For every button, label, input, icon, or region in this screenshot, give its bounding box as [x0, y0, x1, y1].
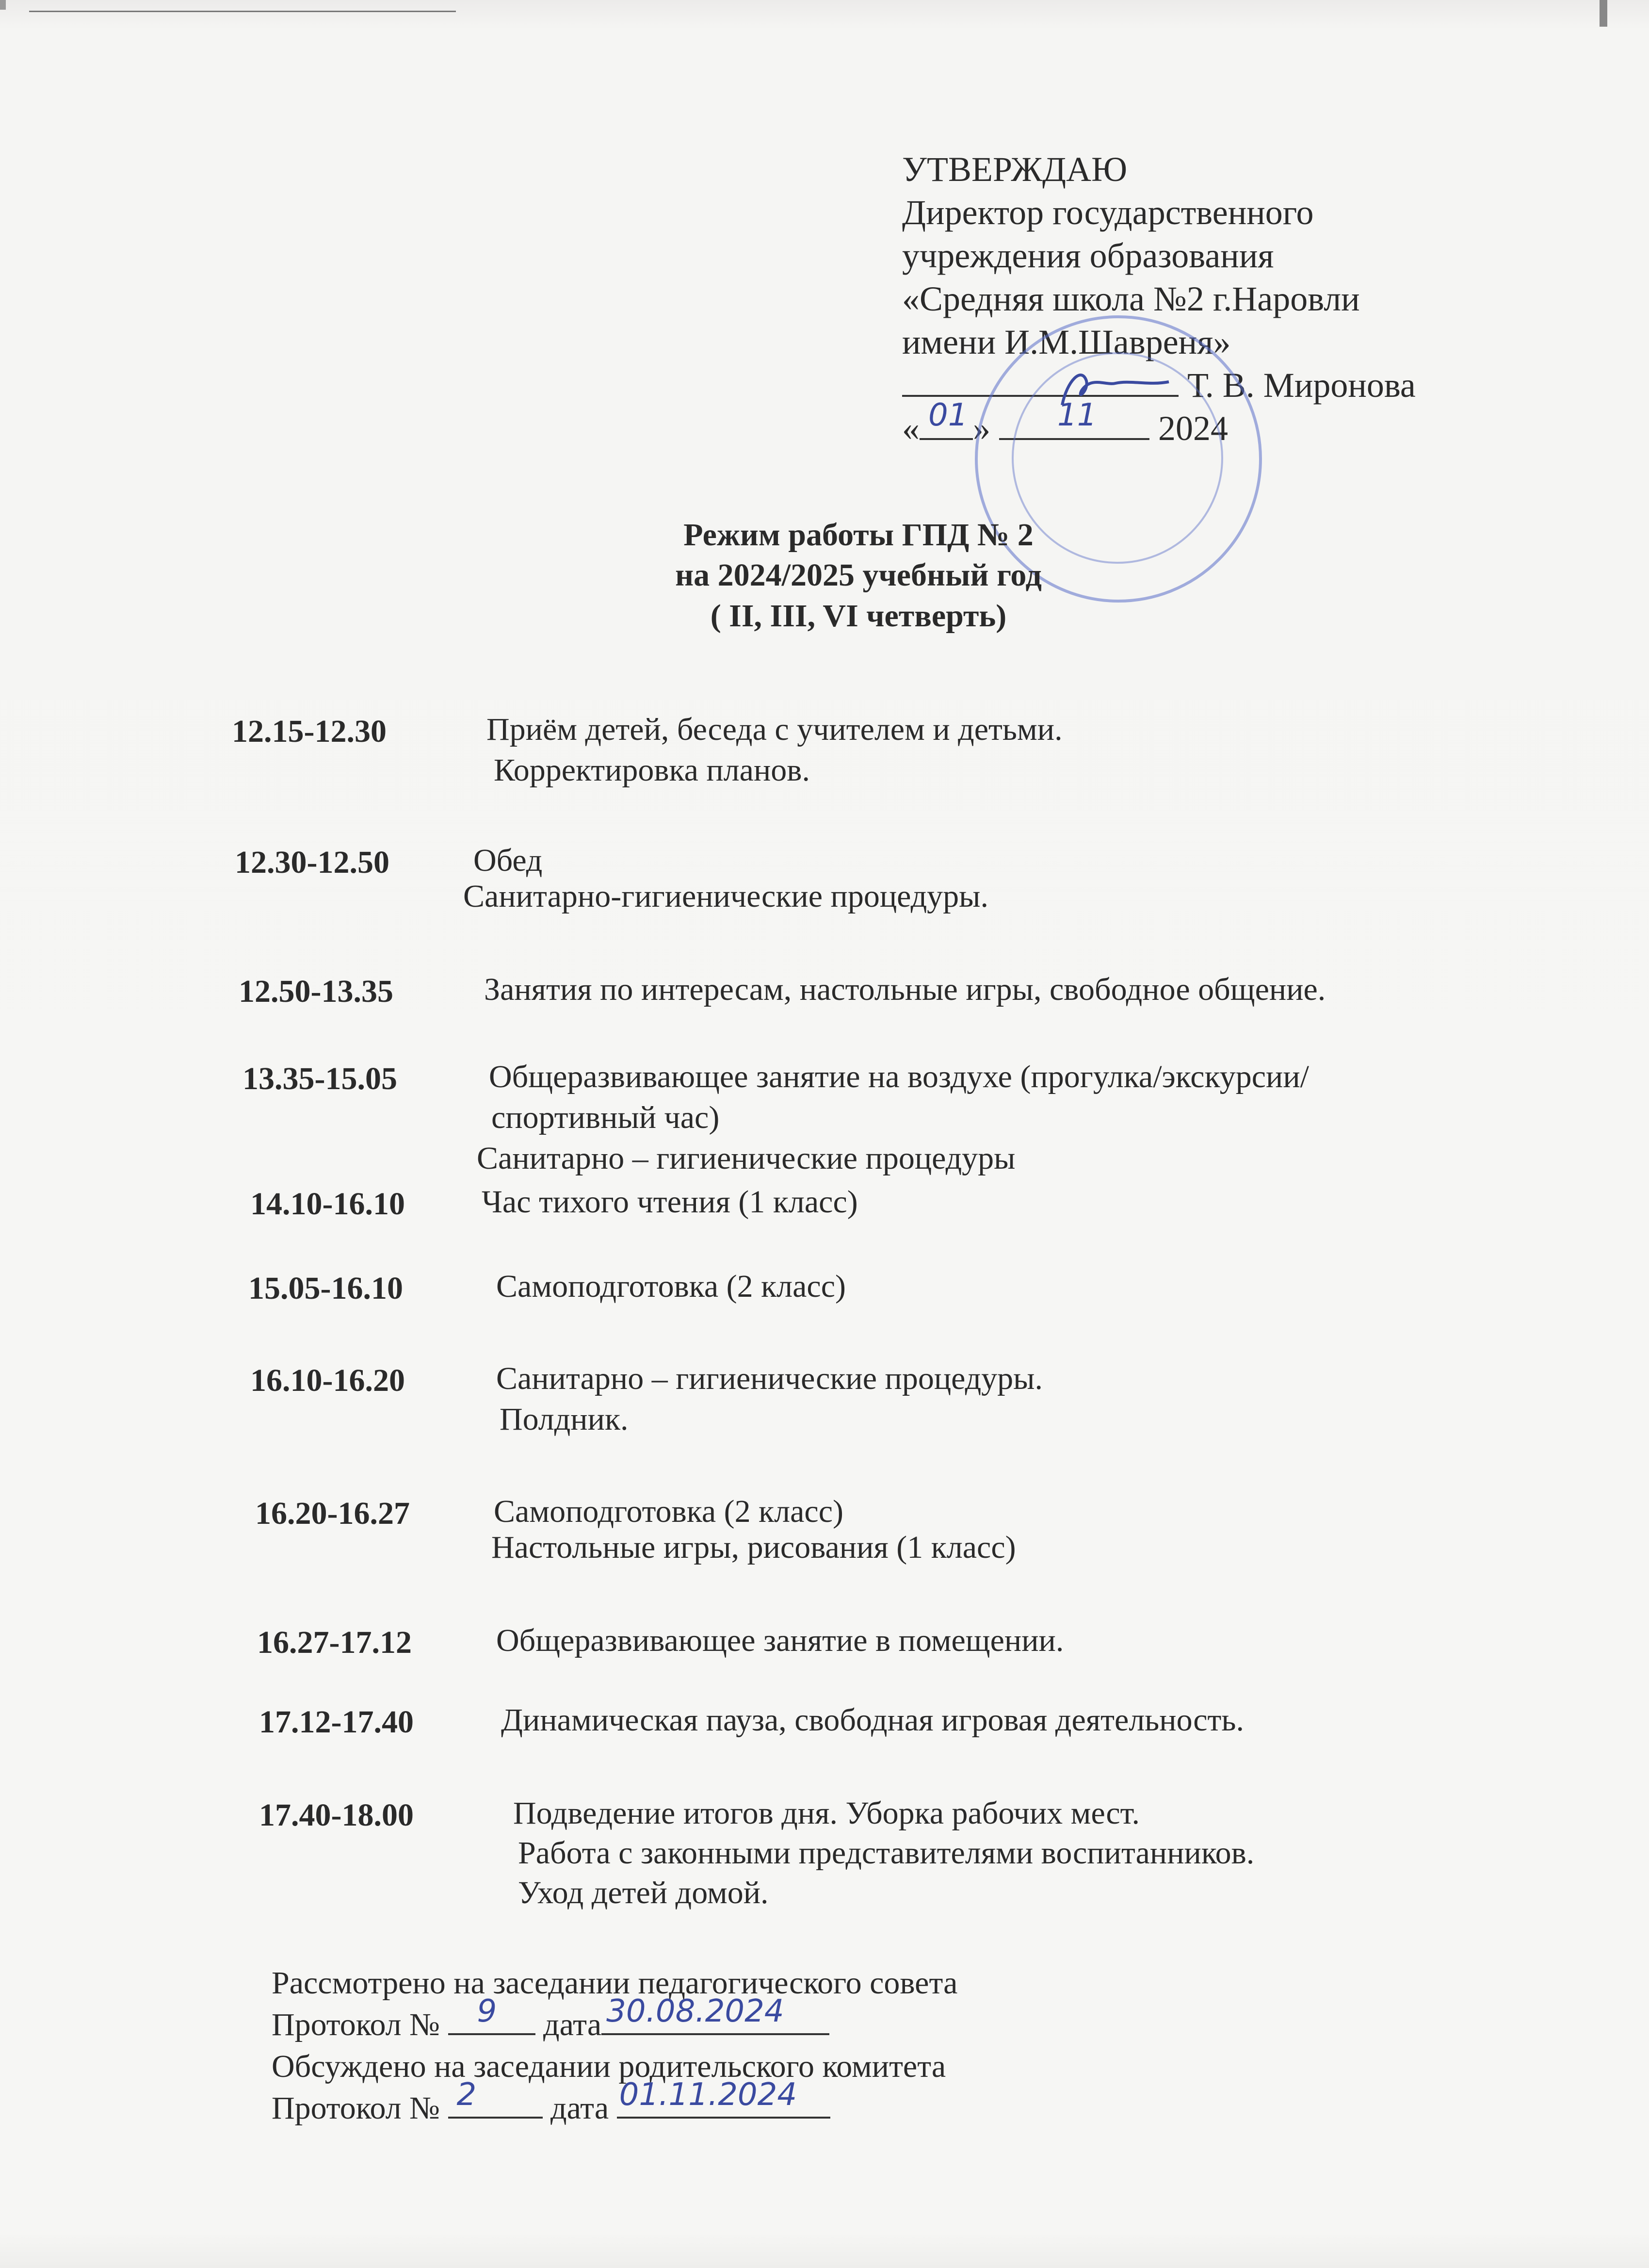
schedule-activity: Подведение итогов дня. Уборка рабочих мест.	[513, 1795, 1140, 1831]
document-title: Режим работы ГПД № 2	[683, 517, 1034, 553]
protocol-2-number-field	[448, 2077, 543, 2119]
approval-org-3: имени И.М.Шавреня»	[902, 323, 1231, 361]
schedule-time: 13.35-15.05	[242, 1061, 397, 1096]
schedule-time: 17.40-18.00	[259, 1797, 414, 1833]
approval-position: Директор государственного	[902, 193, 1314, 232]
schedule-activity: Самоподготовка (2 класс)	[496, 1269, 846, 1304]
protocol-1-number-field	[448, 1993, 535, 2035]
approval-date-line: « 01 » 11 2024	[902, 407, 1416, 450]
schedule-activity: Настольные игры, рисования (1 класс)	[491, 1530, 1016, 1565]
schedule-activity: Занятия по интересам, настольные игры, свободное общение.	[484, 972, 1326, 1007]
approval-month: 11	[1057, 397, 1097, 433]
protocol-1-date: 30.08.2024	[606, 1993, 784, 2029]
schedule-activity: Обед	[473, 843, 543, 878]
schedule-activity: Самоподготовка (2 класс)	[494, 1494, 843, 1529]
schedule-activity: Санитарно – гигиенические процедуры.	[496, 1361, 1043, 1396]
schedule-time: 16.20-16.27	[255, 1496, 410, 1531]
schedule-time: 16.27-17.12	[257, 1625, 412, 1660]
protocol-2-date: 01.11.2024	[619, 2077, 797, 2113]
schedule-time: 14.10-16.10	[250, 1186, 405, 1222]
approval-year: 2024	[1158, 409, 1228, 448]
schedule-activity: Корректировка планов.	[494, 752, 810, 788]
scan-corner-mark-left	[0, 0, 6, 10]
director-signature	[1052, 361, 1179, 415]
schedule-activity: Приём детей, беседа с учителем и детьми.	[486, 712, 1063, 747]
schedule-activity: Санитарно – гигиенические процедуры	[477, 1141, 1016, 1176]
schedule-activity: Уход детей домой.	[518, 1875, 769, 1910]
schedule-activity: Общеразвивающее занятие в помещении.	[496, 1623, 1064, 1658]
protocol-2-date-field	[617, 2077, 830, 2119]
schedule-activity: Час тихого чтения (1 класс)	[482, 1184, 858, 1220]
schedule-activity: Санитарно-гигиенические процедуры.	[463, 879, 989, 914]
schedule-time: 17.12-17.40	[259, 1704, 414, 1740]
schedule-activity: Динамическая пауза, свободная игровая деятельность.	[501, 1702, 1244, 1738]
schedule-activity: Работа с законными представителями воспитанников.	[518, 1835, 1255, 1871]
approval-title: УТВЕРЖДАЮ	[902, 150, 1128, 189]
schedule-time: 12.30-12.50	[235, 845, 389, 880]
approval-day: 01	[928, 397, 968, 433]
approval-day-field	[920, 397, 973, 440]
protocol-1-date-field	[601, 1993, 829, 2035]
schedule-time: 15.05-16.10	[248, 1271, 403, 1306]
schedule-time: 12.15-12.30	[232, 714, 387, 749]
schedule-time: 12.50-13.35	[239, 974, 393, 1009]
scan-edge-line	[29, 11, 456, 12]
approval-signer: Т. В. Миронова	[1187, 366, 1416, 405]
schedule-activity: Полдник.	[500, 1402, 629, 1437]
footer-protocols	[272, 1962, 957, 2129]
parent-committee-line: Обсуждено на заседании родительского комитета	[272, 2049, 946, 2084]
document-term: ( II, III, VI четверть)	[710, 598, 1007, 634]
protocol-2-number: 2	[456, 2077, 477, 2113]
protocol-1-number: 9	[477, 1993, 497, 2029]
schedule-activity: Общеразвивающее занятие на воздухе (прогулка/экскурсии/	[489, 1059, 1309, 1094]
protocol-1-line: Протокол № 9 дата 30.08.2024	[272, 2004, 957, 2046]
approval-org-2: «Средняя школа №2 г.Наровли	[902, 279, 1360, 318]
approval-org-1: учреждения образования	[902, 236, 1274, 275]
scan-corner-mark	[1600, 0, 1607, 27]
protocol-2-line: Протокол № 2 дата 01.11.2024	[272, 2088, 957, 2129]
schedule-activity: спортивный час)	[491, 1100, 720, 1135]
schedule-time: 16.10-16.20	[250, 1363, 405, 1398]
ped-council-line: Рассмотрено на заседании педагогического совета	[272, 1965, 958, 2001]
document-subtitle: на 2024/2025 учебный год	[675, 557, 1042, 593]
